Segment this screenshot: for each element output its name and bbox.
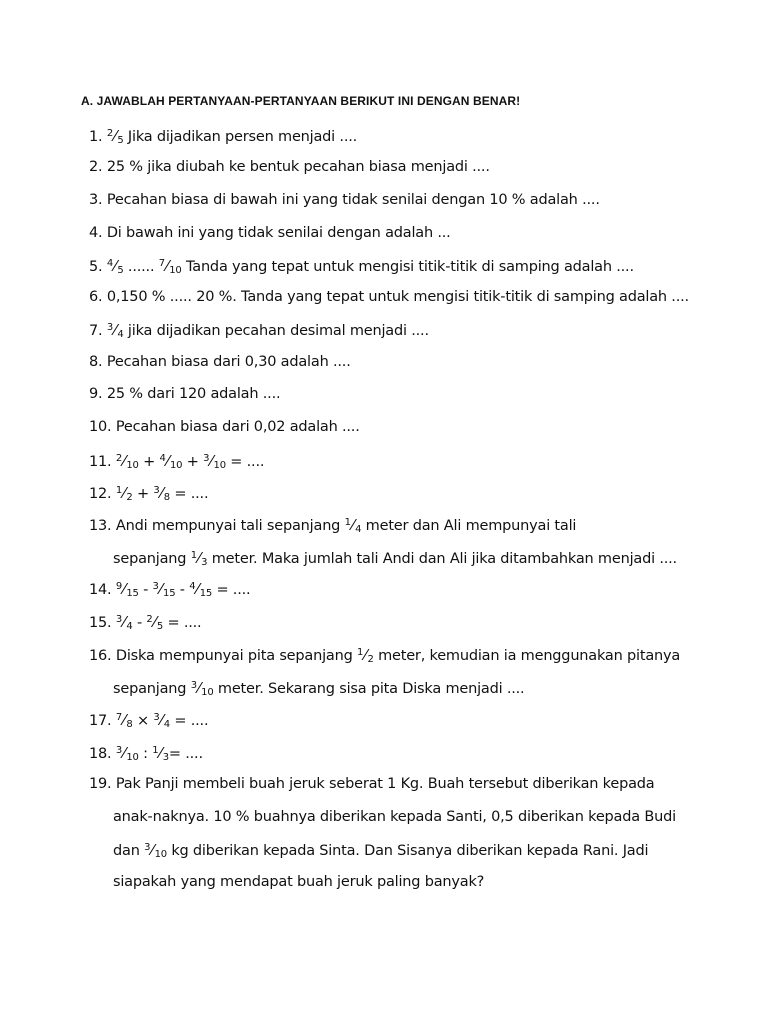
question-text: -	[138, 582, 153, 598]
fraction-denominator: 10	[126, 752, 139, 763]
question-16	[89, 646, 680, 664]
fraction	[116, 452, 139, 470]
fraction-denominator: 5	[117, 265, 124, 276]
question-number: 1.	[89, 129, 107, 145]
fraction-slash: ⁄	[159, 580, 163, 598]
fraction-slash: ⁄	[160, 711, 163, 729]
question-3	[89, 192, 600, 208]
question-text: sepanjang	[113, 681, 191, 697]
fraction	[345, 516, 362, 534]
question-number: 17.	[89, 713, 116, 729]
fraction-denominator: 4	[355, 524, 362, 535]
fraction-numerator: 1	[344, 517, 351, 528]
question-text: meter. Sekarang sisa pita Diska menjadi ....	[213, 681, 525, 697]
question-text: Diska mempunyai pita sepanjang	[115, 648, 358, 664]
fraction	[107, 127, 124, 145]
fraction-slash: ⁄	[197, 549, 201, 567]
fraction-slash: ⁄	[351, 516, 355, 534]
question-text: = ....	[163, 615, 202, 631]
fraction-slash: ⁄	[123, 711, 126, 729]
question-number: 18.	[89, 746, 116, 762]
fraction-slash: ⁄	[165, 257, 169, 275]
fraction	[116, 484, 133, 502]
question-text: 25 % jika diubah ke bentuk pecahan biasa menjadi ....	[106, 159, 490, 175]
fraction-denominator: 8	[163, 492, 170, 503]
fraction-denominator: 10	[154, 849, 167, 860]
question-text: = ....	[168, 746, 203, 762]
question-16-continuation	[113, 679, 524, 697]
fraction-slash: ⁄	[159, 744, 162, 762]
fraction-slash: ⁄	[197, 679, 201, 697]
fraction-numerator: 1	[357, 647, 364, 658]
question-number: 12.	[89, 486, 116, 502]
fraction-denominator: 4	[126, 621, 133, 632]
fraction	[189, 580, 212, 598]
question-text: Di bawah ini yang tidak senilai dengan adalah ...	[106, 225, 451, 241]
question-text: = ....	[169, 486, 209, 502]
fraction-denominator: 4	[163, 719, 170, 730]
question-text: meter, kemudian ia menggunakan pitanya	[373, 648, 681, 664]
question-19-continuation	[113, 874, 484, 890]
fraction-numerator: 3	[153, 712, 160, 723]
question-text: 0,150 % ..... 20 %. Tanda yang tepat untuk mengisi titik-titik di samping adalah ....	[106, 289, 689, 305]
question-18	[89, 744, 203, 762]
fraction-slash: ⁄	[151, 841, 154, 859]
question-17	[89, 711, 208, 729]
fraction-slash: ⁄	[123, 580, 126, 598]
fraction	[159, 452, 182, 470]
fraction-denominator: 2	[126, 492, 133, 503]
question-6	[89, 289, 689, 305]
fraction-numerator: 3	[144, 842, 151, 853]
section-heading: A. JAWABLAH PERTANYAAN-PERTANYAAN BERIKUT INI DENGAN BENAR!	[81, 94, 521, 108]
fraction	[191, 679, 214, 697]
question-text: +	[132, 486, 154, 502]
question-1	[89, 127, 357, 145]
fraction-numerator: 4	[106, 258, 114, 269]
question-text: +	[182, 454, 204, 470]
question-text: kg diberikan kepada Sinta. Dan Sisanya diberikan kepada Rani. Jadi	[166, 843, 649, 859]
question-text: 25 % dari 120 adalah ....	[106, 386, 281, 402]
fraction-denominator: 5	[156, 621, 164, 632]
question-13-continuation	[113, 549, 677, 567]
question-number: 3.	[89, 192, 107, 208]
fraction-denominator: 10	[201, 687, 214, 698]
fraction-slash: ⁄	[114, 257, 117, 275]
fraction	[159, 257, 182, 275]
fraction-numerator: 1	[115, 485, 123, 496]
question-number: 13.	[89, 518, 116, 534]
question-text: = ....	[169, 713, 209, 729]
fraction-numerator: 4	[159, 453, 166, 464]
question-text: Jika dijadikan persen menjadi ....	[123, 129, 358, 145]
question-2	[89, 159, 490, 175]
fraction-numerator: 3	[115, 745, 123, 756]
fraction	[203, 452, 226, 470]
fraction-slash: ⁄	[160, 484, 163, 502]
question-text: anak-naknya. 10 % buahnya diberikan kepada Santi, 0,5 diberikan kepada Budi	[113, 809, 676, 825]
fraction-denominator: 15	[126, 588, 139, 599]
fraction-numerator: 3	[153, 485, 160, 496]
question-9	[89, 386, 280, 402]
fraction-denominator: 15	[199, 588, 213, 599]
question-text: Pak Panji membeli buah jeruk seberat 1 Kg. Buah tersebut diberikan kepada	[115, 776, 655, 792]
question-text: -	[175, 582, 190, 598]
fraction	[357, 646, 374, 664]
fraction-denominator: 15	[163, 588, 176, 599]
question-number: 8.	[89, 354, 107, 370]
fraction-slash: ⁄	[123, 452, 126, 470]
fraction-slash: ⁄	[210, 452, 213, 470]
question-text: Pecahan biasa dari 0,30 adalah ....	[106, 354, 351, 370]
fraction	[107, 257, 124, 275]
fraction-numerator: 1	[152, 745, 159, 756]
question-text: = ....	[225, 454, 265, 470]
fraction-slash: ⁄	[123, 613, 126, 631]
question-number: 9.	[89, 386, 107, 402]
question-text: dan	[113, 843, 145, 859]
fraction-numerator: 2	[146, 614, 153, 625]
question-5	[89, 257, 634, 275]
fraction	[153, 580, 176, 598]
question-number: 19.	[89, 776, 116, 792]
fraction-numerator: 7	[115, 712, 123, 723]
question-text: = ....	[212, 582, 251, 598]
fraction	[153, 484, 170, 502]
fraction	[152, 744, 169, 762]
fraction-denominator: 4	[117, 329, 124, 340]
fraction	[146, 613, 163, 631]
fraction-slash: ⁄	[196, 580, 199, 598]
question-text: +	[138, 454, 160, 470]
question-14	[89, 580, 250, 598]
question-7	[89, 321, 429, 339]
fraction-denominator: 10	[213, 460, 226, 471]
question-11	[89, 452, 264, 470]
question-text: ×	[132, 713, 154, 729]
fraction-slash: ⁄	[114, 127, 117, 145]
question-8	[89, 354, 351, 370]
fraction	[116, 613, 133, 631]
fraction	[153, 711, 170, 729]
fraction-slash: ⁄	[166, 452, 169, 470]
fraction	[116, 580, 139, 598]
fraction-slash: ⁄	[153, 613, 156, 631]
fraction	[116, 744, 139, 762]
fraction	[191, 549, 208, 567]
question-number: 10.	[89, 419, 116, 435]
question-text: :	[138, 746, 153, 762]
question-text: Pecahan biasa di bawah ini yang tidak senilai dengan 10 % adalah ....	[106, 192, 600, 208]
fraction-denominator: 2	[367, 654, 374, 665]
fraction-numerator: 2	[106, 128, 114, 139]
question-19	[89, 776, 654, 792]
question-number: 4.	[89, 225, 107, 241]
question-13	[89, 516, 576, 534]
fraction-slash: ⁄	[123, 484, 126, 502]
fraction-denominator: 5	[117, 135, 124, 146]
fraction-numerator: 1	[190, 550, 197, 561]
fraction-numerator: 3	[106, 322, 114, 333]
question-text: ......	[123, 259, 159, 275]
question-12	[89, 484, 208, 502]
fraction-denominator: 10	[169, 460, 183, 471]
question-text: sepanjang	[113, 551, 191, 567]
question-10	[89, 419, 360, 435]
fraction	[107, 321, 124, 339]
question-text: siapakah yang mendapat buah jeruk paling banyak?	[113, 874, 485, 890]
question-19-continuation	[113, 809, 676, 825]
fraction-numerator: 3	[115, 614, 123, 625]
question-text: meter. Maka jumlah tali Andi dan Ali jika ditambahkan menjadi ....	[207, 551, 677, 567]
question-text: Andi mempunyai tali sepanjang	[115, 518, 345, 534]
fraction-slash: ⁄	[114, 321, 117, 339]
fraction	[116, 711, 133, 729]
question-number: 2.	[89, 159, 107, 175]
question-number: 6.	[89, 289, 107, 305]
fraction-numerator: 9	[115, 581, 123, 592]
question-4	[89, 225, 451, 241]
question-number: 15.	[89, 615, 116, 631]
question-text: jika dijadikan pecahan desimal menjadi ....	[123, 323, 429, 339]
fraction-numerator: 3	[152, 581, 159, 592]
fraction-denominator: 10	[169, 265, 182, 276]
fraction-numerator: 4	[189, 581, 196, 592]
question-15	[89, 613, 201, 631]
fraction	[144, 841, 167, 859]
question-text: Tanda yang tepat untuk mengisi titik-titik di samping adalah ....	[181, 259, 634, 275]
fraction-denominator: 3	[162, 752, 169, 763]
fraction-denominator: 10	[126, 460, 139, 471]
fraction-denominator: 8	[126, 719, 133, 730]
fraction-slash: ⁄	[364, 646, 367, 664]
question-number: 11.	[89, 454, 116, 470]
fraction-numerator: 3	[203, 453, 210, 464]
question-19-continuation	[113, 841, 648, 859]
fraction-slash: ⁄	[123, 744, 126, 762]
fraction-numerator: 3	[190, 680, 197, 691]
fraction-numerator: 7	[158, 258, 165, 269]
question-text: -	[132, 615, 147, 631]
question-number: 14.	[89, 582, 116, 598]
question-number: 16.	[89, 648, 116, 664]
fraction-denominator: 3	[201, 557, 208, 568]
question-text: Pecahan biasa dari 0,02 adalah ....	[115, 419, 360, 435]
question-text: meter dan Ali mempunyai tali	[361, 518, 577, 534]
question-number: 7.	[89, 323, 107, 339]
fraction-numerator: 2	[115, 453, 123, 464]
question-number: 5.	[89, 259, 107, 275]
